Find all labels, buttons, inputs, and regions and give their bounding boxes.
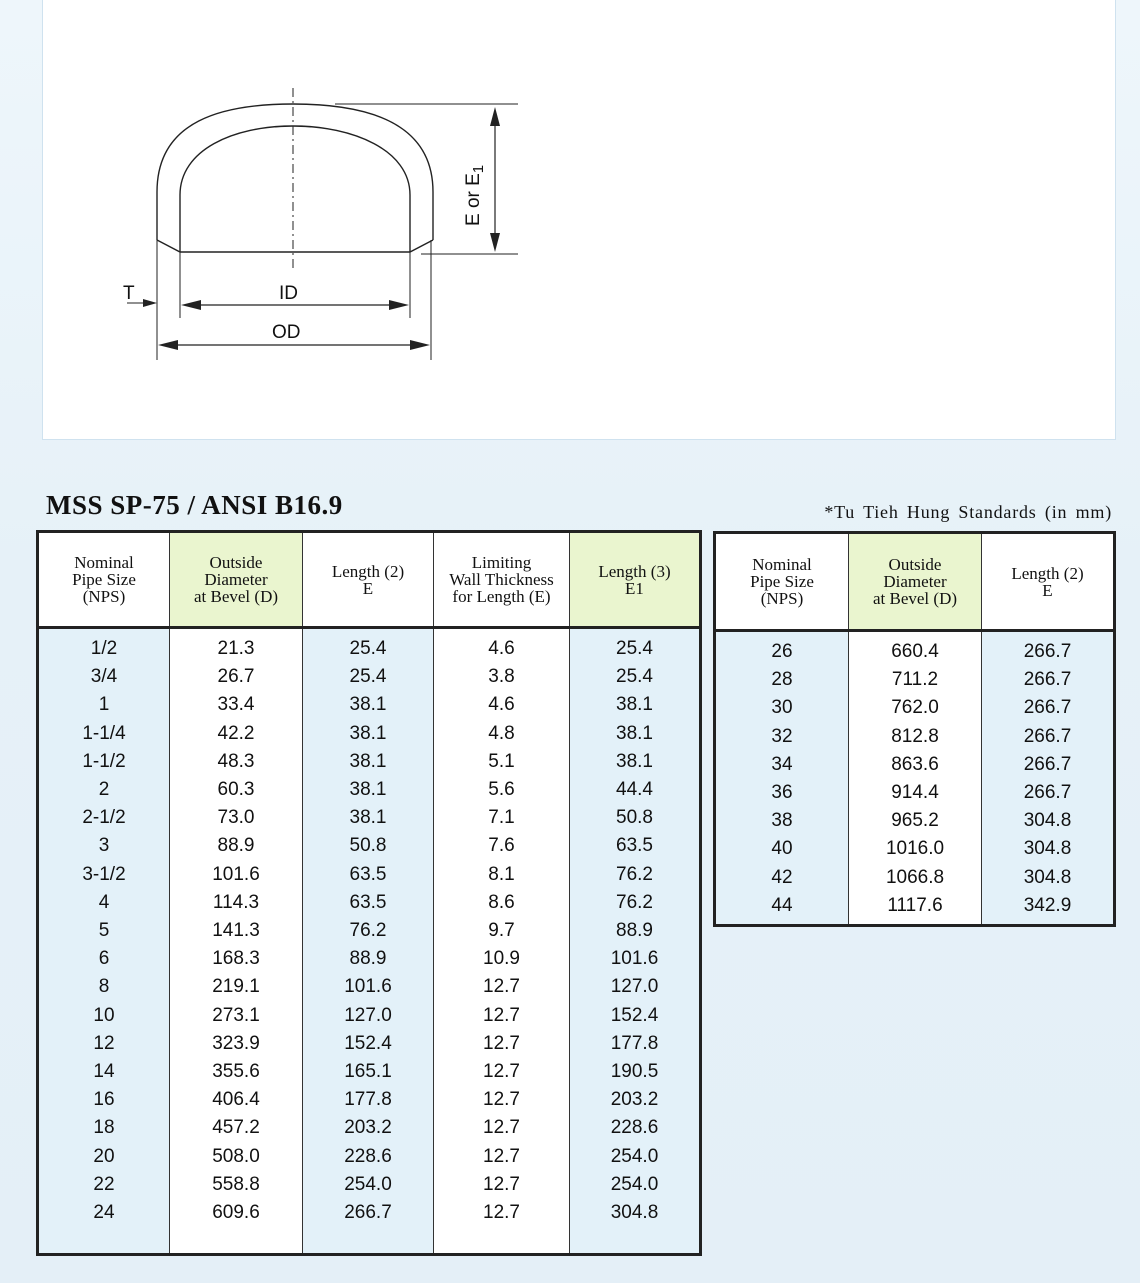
header-nps: Nominal Pipe Size (NPS) bbox=[715, 533, 849, 631]
table-cell: 28 bbox=[715, 666, 849, 694]
table-cell: 18 bbox=[38, 1114, 170, 1142]
table-cell: 304.8 bbox=[982, 864, 1115, 892]
table-row bbox=[38, 748, 701, 776]
label-t: T bbox=[123, 283, 135, 304]
table-cell: 266.7 bbox=[303, 1199, 434, 1255]
table-row bbox=[715, 723, 1115, 751]
header-nps: Nominal Pipe Size (NPS) bbox=[38, 532, 170, 628]
table-cell: 12.7 bbox=[434, 1002, 570, 1030]
table-row bbox=[715, 892, 1115, 926]
table-row bbox=[38, 1199, 701, 1255]
table-cell: 152.4 bbox=[570, 1002, 701, 1030]
table-cell: 101.6 bbox=[303, 973, 434, 1001]
table-cell: 38.1 bbox=[570, 720, 701, 748]
table-cell: 114.3 bbox=[170, 889, 303, 917]
label-id: ID bbox=[279, 283, 298, 304]
table-cell: 5 bbox=[38, 917, 170, 945]
table-cell: 7.6 bbox=[434, 832, 570, 860]
table-cell: 34 bbox=[715, 751, 849, 779]
table-cell: 254.0 bbox=[303, 1171, 434, 1199]
table-cell: 42.2 bbox=[170, 720, 303, 748]
table-row bbox=[38, 1058, 701, 1086]
table-row bbox=[38, 663, 701, 691]
table-cell: 1016.0 bbox=[849, 835, 982, 863]
table-cell: 12.7 bbox=[434, 973, 570, 1001]
table-cell: 5.1 bbox=[434, 748, 570, 776]
table-cell: 38.1 bbox=[303, 691, 434, 719]
table-cell: 16 bbox=[38, 1086, 170, 1114]
table-cell: 127.0 bbox=[303, 1002, 434, 1030]
label-od: OD bbox=[272, 322, 301, 343]
table-cell: 558.8 bbox=[170, 1171, 303, 1199]
table-cell: 12.7 bbox=[434, 1030, 570, 1058]
table-cell: 4 bbox=[38, 889, 170, 917]
table-cell: 508.0 bbox=[170, 1143, 303, 1171]
table-cell: 168.3 bbox=[170, 945, 303, 973]
table-cell: 42 bbox=[715, 864, 849, 892]
header-length-e: Length (2) E bbox=[303, 532, 434, 628]
table-cell: 1-1/2 bbox=[38, 748, 170, 776]
table-cell: 203.2 bbox=[570, 1086, 701, 1114]
table-cell: 63.5 bbox=[303, 889, 434, 917]
table-cell: 38 bbox=[715, 807, 849, 835]
table-row bbox=[715, 666, 1115, 694]
table-row bbox=[38, 691, 701, 719]
table-cell: 3.8 bbox=[434, 663, 570, 691]
table-row bbox=[38, 973, 701, 1001]
table-cell: 88.9 bbox=[170, 832, 303, 860]
table-cell: 38.1 bbox=[570, 748, 701, 776]
table-cell: 63.5 bbox=[303, 861, 434, 889]
table-row bbox=[38, 917, 701, 945]
table-row bbox=[715, 631, 1115, 667]
table-cell: 273.1 bbox=[170, 1002, 303, 1030]
table-cell: 965.2 bbox=[849, 807, 982, 835]
table-cell: 304.8 bbox=[982, 835, 1115, 863]
header-outside-diameter: Outside Diameter at Bevel (D) bbox=[170, 532, 303, 628]
table-row bbox=[38, 889, 701, 917]
table-cell: 3/4 bbox=[38, 663, 170, 691]
standards-note: *Tu Tieh Hung Standards (in mm) bbox=[824, 502, 1112, 522]
table-row bbox=[38, 1171, 701, 1199]
table-cell: 762.0 bbox=[849, 694, 982, 722]
table-row bbox=[38, 1030, 701, 1058]
table-cell: 3-1/2 bbox=[38, 861, 170, 889]
table-cell: 304.8 bbox=[570, 1199, 701, 1255]
table-cell: 1/2 bbox=[38, 628, 170, 664]
table-cell: 266.7 bbox=[982, 694, 1115, 722]
table-cell: 190.5 bbox=[570, 1058, 701, 1086]
cap-diagram-panel bbox=[42, 0, 1116, 440]
table-cell: 40 bbox=[715, 835, 849, 863]
table-cell: 10 bbox=[38, 1002, 170, 1030]
table-cell: 76.2 bbox=[570, 861, 701, 889]
table-cell: 32 bbox=[715, 723, 849, 751]
table-cell: 25.4 bbox=[303, 663, 434, 691]
table-row bbox=[715, 779, 1115, 807]
table-cell: 44.4 bbox=[570, 776, 701, 804]
table-cell: 323.9 bbox=[170, 1030, 303, 1058]
table-cell: 165.1 bbox=[303, 1058, 434, 1086]
table-cell: 12.7 bbox=[434, 1086, 570, 1114]
table-cell: 38.1 bbox=[303, 776, 434, 804]
table-cell: 36 bbox=[715, 779, 849, 807]
table-cell: 26 bbox=[715, 631, 849, 667]
table-cell: 7.1 bbox=[434, 804, 570, 832]
table-cell: 20 bbox=[38, 1143, 170, 1171]
table-cell: 254.0 bbox=[570, 1171, 701, 1199]
table-cell: 1117.6 bbox=[849, 892, 982, 926]
table-cell: 609.6 bbox=[170, 1199, 303, 1255]
table-cell: 25.4 bbox=[570, 663, 701, 691]
table-cell: 812.8 bbox=[849, 723, 982, 751]
table-row bbox=[38, 804, 701, 832]
dimension-table-large bbox=[713, 531, 1116, 927]
table-cell: 30 bbox=[715, 694, 849, 722]
table-cell: 4.6 bbox=[434, 628, 570, 664]
table-row bbox=[38, 1143, 701, 1171]
table-row bbox=[715, 694, 1115, 722]
table-cell: 24 bbox=[38, 1199, 170, 1255]
table-cell: 228.6 bbox=[303, 1143, 434, 1171]
table-cell: 8 bbox=[38, 973, 170, 1001]
table-cell: 266.7 bbox=[982, 751, 1115, 779]
pipe-cap-drawing bbox=[43, 0, 1117, 440]
table-row bbox=[38, 720, 701, 748]
header-length-e: Length (2) E bbox=[982, 533, 1115, 631]
table-cell: 342.9 bbox=[982, 892, 1115, 926]
label-e-or-e1: E or $E_1$ bbox=[463, 164, 487, 226]
table-cell: 38.1 bbox=[303, 748, 434, 776]
table-row bbox=[38, 1114, 701, 1142]
table-cell: 8.6 bbox=[434, 889, 570, 917]
table-cell: 22 bbox=[38, 1171, 170, 1199]
table-cell: 5.6 bbox=[434, 776, 570, 804]
table-cell: 101.6 bbox=[170, 861, 303, 889]
table-cell: 266.7 bbox=[982, 631, 1115, 667]
table-cell: 12 bbox=[38, 1030, 170, 1058]
table-cell: 50.8 bbox=[303, 832, 434, 860]
table-cell: 48.3 bbox=[170, 748, 303, 776]
table-row bbox=[38, 628, 701, 664]
table-cell: 63.5 bbox=[570, 832, 701, 860]
dimension-table-small bbox=[36, 530, 702, 1256]
table-cell: 44 bbox=[715, 892, 849, 926]
table-row bbox=[38, 776, 701, 804]
table-cell: 1-1/4 bbox=[38, 720, 170, 748]
table-row bbox=[38, 832, 701, 860]
table-cell: 21.3 bbox=[170, 628, 303, 664]
table-cell: 26.7 bbox=[170, 663, 303, 691]
table-cell: 266.7 bbox=[982, 666, 1115, 694]
table-cell: 127.0 bbox=[570, 973, 701, 1001]
table-cell: 1 bbox=[38, 691, 170, 719]
table-cell: 266.7 bbox=[982, 723, 1115, 751]
table-cell: 152.4 bbox=[303, 1030, 434, 1058]
table-cell: 863.6 bbox=[849, 751, 982, 779]
table-cell: 4.8 bbox=[434, 720, 570, 748]
table-cell: 60.3 bbox=[170, 776, 303, 804]
table-row bbox=[38, 1002, 701, 1030]
header-length-e1: Length (3) E1 bbox=[570, 532, 701, 628]
table-cell: 355.6 bbox=[170, 1058, 303, 1086]
table-cell: 101.6 bbox=[570, 945, 701, 973]
table-cell: 10.9 bbox=[434, 945, 570, 973]
table-cell: 406.4 bbox=[170, 1086, 303, 1114]
table-cell: 203.2 bbox=[303, 1114, 434, 1142]
standard-title: MSS SP-75 / ANSI B16.9 bbox=[46, 490, 343, 520]
table-cell: 88.9 bbox=[303, 945, 434, 973]
table-cell: 2 bbox=[38, 776, 170, 804]
table-cell: 12.7 bbox=[434, 1058, 570, 1086]
table-cell: 914.4 bbox=[849, 779, 982, 807]
table-cell: 254.0 bbox=[570, 1143, 701, 1171]
table-cell: 228.6 bbox=[570, 1114, 701, 1142]
table-cell: 141.3 bbox=[170, 917, 303, 945]
table-cell: 73.0 bbox=[170, 804, 303, 832]
table-cell: 88.9 bbox=[570, 917, 701, 945]
table-cell: 76.2 bbox=[303, 917, 434, 945]
table-cell: 25.4 bbox=[303, 628, 434, 664]
table-cell: 457.2 bbox=[170, 1114, 303, 1142]
table-cell: 6 bbox=[38, 945, 170, 973]
table-cell: 8.1 bbox=[434, 861, 570, 889]
table-cell: 14 bbox=[38, 1058, 170, 1086]
table-cell: 38.1 bbox=[570, 691, 701, 719]
table-cell: 12.7 bbox=[434, 1143, 570, 1171]
table-cell: 3 bbox=[38, 832, 170, 860]
table-cell: 177.8 bbox=[303, 1086, 434, 1114]
table-cell: 76.2 bbox=[570, 889, 701, 917]
table-row bbox=[38, 1086, 701, 1114]
table-row bbox=[38, 945, 701, 973]
header-wall-thickness: Limiting Wall Thickness for Length (E) bbox=[434, 532, 570, 628]
table-cell: 266.7 bbox=[982, 779, 1115, 807]
table-cell: 12.7 bbox=[434, 1171, 570, 1199]
table-cell: 9.7 bbox=[434, 917, 570, 945]
table-row bbox=[38, 861, 701, 889]
table-row bbox=[715, 835, 1115, 863]
table-cell: 33.4 bbox=[170, 691, 303, 719]
table-cell: 1066.8 bbox=[849, 864, 982, 892]
table-cell: 50.8 bbox=[570, 804, 701, 832]
table-row bbox=[715, 807, 1115, 835]
table-cell: 12.7 bbox=[434, 1199, 570, 1255]
table-cell: 711.2 bbox=[849, 666, 982, 694]
table-cell: 38.1 bbox=[303, 804, 434, 832]
table-cell: 304.8 bbox=[982, 807, 1115, 835]
table-cell: 2-1/2 bbox=[38, 804, 170, 832]
table-cell: 219.1 bbox=[170, 973, 303, 1001]
header-outside-diameter: Outside Diameter at Bevel (D) bbox=[849, 533, 982, 631]
table-cell: 177.8 bbox=[570, 1030, 701, 1058]
table-row bbox=[715, 751, 1115, 779]
table-cell: 25.4 bbox=[570, 628, 701, 664]
table-row bbox=[715, 864, 1115, 892]
table-cell: 38.1 bbox=[303, 720, 434, 748]
table-cell: 660.4 bbox=[849, 631, 982, 667]
table-cell: 4.6 bbox=[434, 691, 570, 719]
table-cell: 12.7 bbox=[434, 1114, 570, 1142]
